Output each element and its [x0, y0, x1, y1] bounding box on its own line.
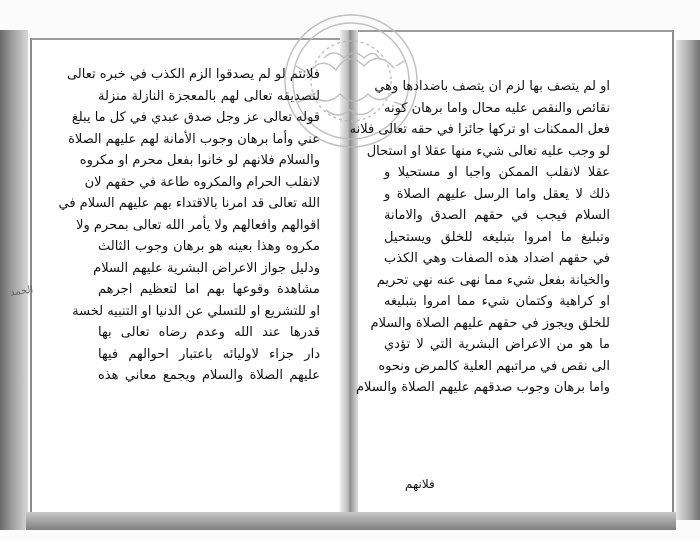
text-line: لانقلب الحرام والمكروه طاعة في حقهم لان	[84, 174, 320, 190]
text-line: عني وأما برهان وجوب الأمانة لهم عليهم الصلاة	[68, 131, 320, 147]
margin-note: الحمد	[9, 284, 34, 299]
text-line: واما برهان وجوب صدقهم عليهم الصلاة والسلام	[355, 380, 610, 395]
text-line: او لم يتصف بها لزم ان يتصف باضدادها وهي	[374, 79, 610, 94]
right-page-text	[349, 76, 610, 399]
text-line: عقلا لانقلب الممكن واجبا او مستحيلا و	[384, 165, 610, 180]
text-line: السلام فيجب في حقهم الصدق والامانة	[384, 208, 610, 223]
text-line: فعل الممكنات او تركها جائزا في حقه تعالى فلانه	[349, 122, 610, 137]
text-line: في حقهم اضداد هذه الصفات وهي الكذب	[384, 251, 610, 266]
text-line: مشاهدة وقوعها بهم اما لتعظيم اجرهم	[98, 282, 320, 297]
text-line: دار جزاء لاوليائه باعتبار احوالهم فيها	[98, 346, 320, 362]
text-line: الى نقص في مراتبهم العلية كالمرض ونحوه	[378, 358, 610, 374]
text-line: ودليل جواز الاعراض البشرية عليهم السلام	[93, 260, 320, 276]
text-line: والخيانة بفعل شيء مما نهى عنه نهي تحريم	[376, 272, 610, 288]
left-page-text	[58, 64, 320, 387]
text-line: لتصديقه تعالى لهم بالمعجزة النازلة منزلة	[98, 88, 320, 104]
text-line: ما هو من الاعراض البشرية التي لا تؤدي	[384, 337, 610, 352]
text-line: للخلق ويجوز في حقهم عليهم الصلاة والسلام	[370, 315, 610, 331]
text-line: اقوالهم وافعالهم ولا يأمر الله تعالى بمحرم ولا	[76, 217, 320, 233]
book-bottom-edge	[26, 512, 676, 530]
text-line: فلانتم لو لم يصدقوا الزم الكذب في خبره تعالى	[66, 67, 320, 82]
text-line: قدرها عند الله وعدم رضاه تعالى بها	[98, 325, 320, 340]
text-line: او كراهية وكتمان شيء مما امروا بتبليغه	[384, 294, 610, 309]
text-line: عليهم الصلاة والسلام ويجمع معاني هذه	[98, 368, 320, 383]
text-line: قوله تعالى عز وجل صدق عبدي في كل ما يبلغ	[71, 110, 320, 125]
book-edge-right	[676, 40, 700, 520]
text-line: نقائص والنقص عليه محال واما برهان كونه	[384, 100, 610, 116]
text-line: والسلام فلانهم لو خانوا بفعل محرم او مكروه	[79, 153, 320, 168]
text-line: وتبليغ ما امروا بتبليغه للخلق ويستحيل	[384, 229, 610, 245]
text-line: مكروه وهذا بعينه هو برهان وجوب الثالث	[98, 239, 320, 254]
text-line: ذلك لا يعقل واما الرسل عليهم الصلاة و	[384, 186, 610, 202]
text-line: الله تعالى قد امرنا بالاقتداء بهم عليهم السلام في	[58, 196, 320, 211]
text-line: او للتشريع او للتسلي عن الدنيا او التنبيه لخسة	[72, 303, 320, 319]
catchword: فلانهم	[405, 477, 435, 491]
text-line: لو وجب عليه تعالى شيء منها عقلا او استحال	[366, 143, 610, 159]
book-edge-left	[0, 30, 28, 530]
